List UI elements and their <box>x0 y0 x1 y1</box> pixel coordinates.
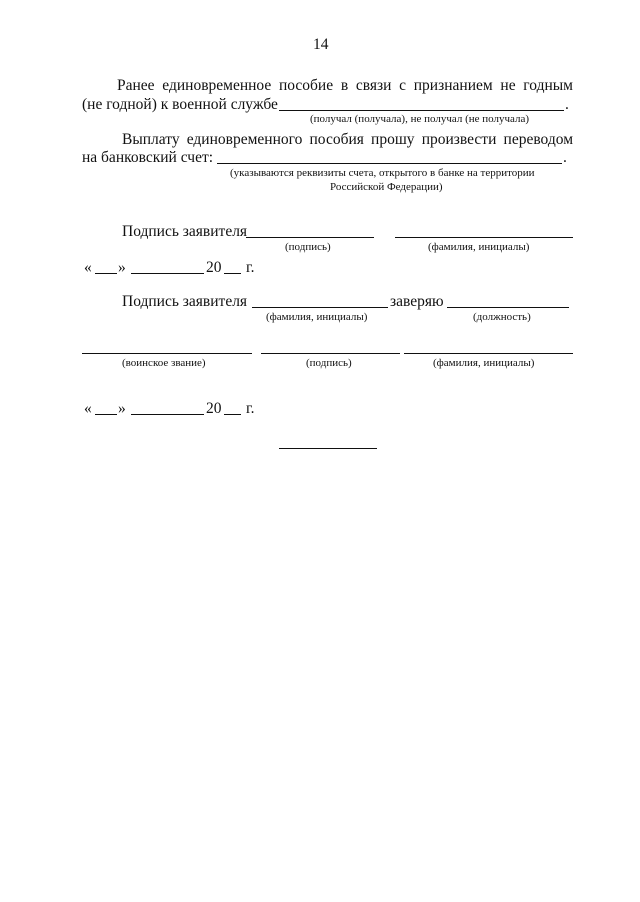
para2-line2-prefix: на банковский счет: <box>82 149 214 166</box>
sign2-label: Подпись заявителя <box>122 293 248 310</box>
sign1-hint-signature: (подпись) <box>285 241 331 253</box>
para2-line2-end: . <box>563 149 567 166</box>
officer-rank-line <box>82 353 252 354</box>
date2-year-prefix: 20 <box>206 400 222 417</box>
officer-hint-signature: (подпись) <box>306 357 352 369</box>
date1-day-line <box>95 273 117 274</box>
sign2-position-line <box>447 307 569 308</box>
date2-close-quote: » <box>118 400 126 417</box>
date1-year-suffix: г. <box>246 259 255 276</box>
sign1-label: Подпись заявителя <box>122 223 248 240</box>
para2-hint-line2: Российской Федерации) <box>330 181 443 193</box>
officer-hint-name: (фамилия, инициалы) <box>433 357 535 369</box>
officer-name-line <box>404 353 573 354</box>
sign2-hint-position: (должность) <box>473 311 531 323</box>
date2-day-line <box>95 414 117 415</box>
closing-separator <box>279 448 377 449</box>
para2-fill-line <box>217 163 562 164</box>
sign2-certify: заверяю <box>390 293 444 310</box>
sign1-hint-name: (фамилия, инициалы) <box>428 241 530 253</box>
para2-hint-line1: (указываются реквизиты счета, открытого в банке на территории <box>230 167 535 179</box>
date2-month-line <box>131 414 204 415</box>
officer-signature-line <box>261 353 400 354</box>
date1-close-quote: » <box>118 259 126 276</box>
para1-line1: Ранее единовременное пособие в связи с признанием не годным <box>117 77 573 94</box>
date1-open-quote: « <box>84 259 92 276</box>
sign1-signature-line <box>246 237 374 238</box>
sign1-name-line <box>395 237 573 238</box>
para1-fill-line <box>279 110 564 111</box>
date1-month-line <box>131 273 204 274</box>
date1-year-line <box>224 273 241 274</box>
sign2-name-line <box>252 307 388 308</box>
date2-open-quote: « <box>84 400 92 417</box>
date1-year-prefix: 20 <box>206 259 222 276</box>
para1-line2-prefix: (не годной) к военной службе <box>82 96 278 113</box>
sign2-hint-name: (фамилия, инициалы) <box>266 311 368 323</box>
para1-hint: (получал (получала), не получал (не получала) <box>310 113 530 125</box>
date2-year-suffix: г. <box>246 400 255 417</box>
para1-line2-end: . <box>565 96 569 113</box>
officer-hint-rank: (воинское звание) <box>122 357 206 369</box>
date2-year-line <box>224 414 241 415</box>
para2-line1: Выплату единовременного пособия прошу произвести переводом <box>122 131 573 148</box>
page-number: 14 <box>313 36 329 53</box>
